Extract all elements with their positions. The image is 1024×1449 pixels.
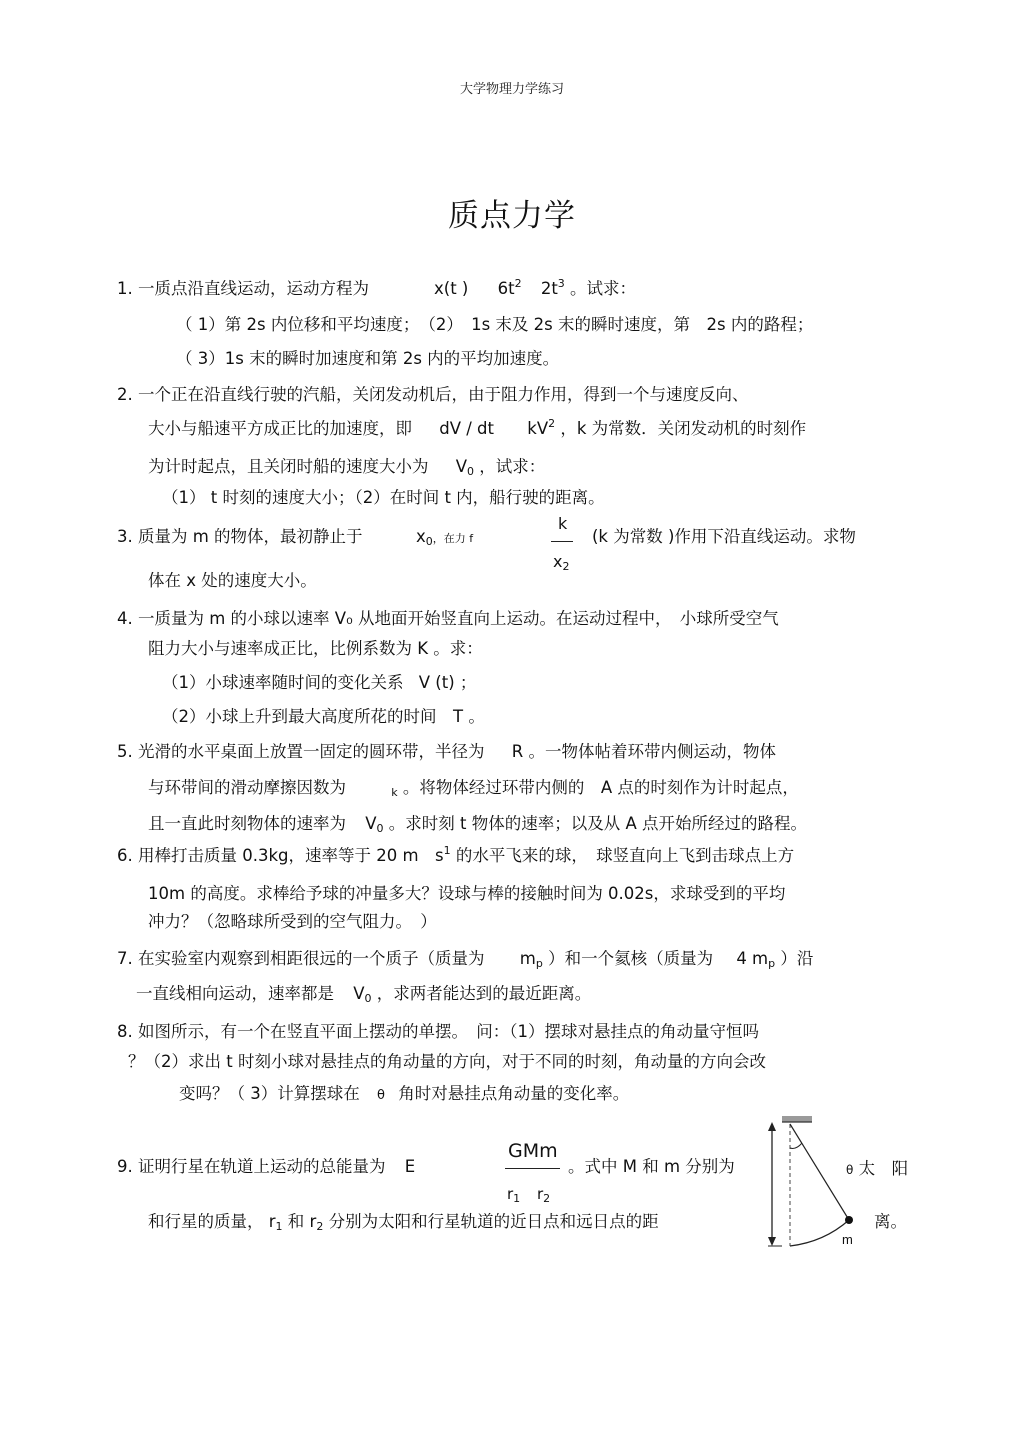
problem-8-line-3: 变吗？（ 3）计算摆球在 θ 角时对悬挂点角动量的变化率。 bbox=[179, 1084, 630, 1103]
pendulum-figure bbox=[762, 1112, 862, 1252]
problem-5-line-1: 5. 光滑的水平桌面上放置一固定的圆环带，半径为 R 。一物体帖着环带内侧运动，物体 bbox=[117, 742, 776, 761]
problem-9-line-2e: 离。 bbox=[874, 1212, 907, 1231]
problem-5-line-3: 且一直此时刻物体的速率为 $V_0$ 。求时刻 t 物体的速率；以及从 A 点开始所经过的路程。 bbox=[148, 814, 808, 835]
problem-3-x0: $x_0$，在力 f bbox=[416, 527, 474, 548]
problem-1-line-3: （ 3）1s 末的瞬时加速度和第 2s 内的平均加速度。 bbox=[176, 349, 560, 368]
problem-6-line-2: 10m 的高度。求棒给予球的冲量多大？设球与棒的接触时间为 0.02s，求球受到的平均 bbox=[148, 884, 786, 903]
page-header: 大学物理力学练习 bbox=[459, 82, 564, 97]
problem-3-frac-numerator: k bbox=[558, 514, 568, 533]
problem-3-line-2: 体在 x 处的速度大小。 bbox=[148, 571, 317, 590]
problem-9-frac-denominator: $r_1$ $r_2$ bbox=[507, 1185, 551, 1205]
theta-angle-arc bbox=[790, 1143, 802, 1148]
ceiling-mount bbox=[782, 1116, 812, 1122]
problem-1-equation: x(t ) $6t^2$ $2t^3$ 。试求： bbox=[434, 277, 637, 298]
problem-6-line-3: 冲力？（忽略球所受到的空气阻力。 ） bbox=[148, 912, 437, 931]
problem-9-line-2: 和行星的质量， $r_1$ 和 $r_2$ 分别为太阳和行星轨道的近日点和远日点的距 bbox=[148, 1212, 659, 1233]
problem-2-line-2: 大小与船速平方成正比的加速度，即 dV / dt $kV^2$ ，k 为常数．关闭发动机的时刻作 bbox=[148, 417, 807, 438]
problem-9-frac-bar bbox=[505, 1168, 560, 1169]
page-title: 质点力学 bbox=[448, 198, 576, 234]
problem-6-line-1: 6. 用棒打击质量 0.3kg，速率等于 20 m $s^1$ 的水平飞来的球， 球竖直向上飞到击球点上方 bbox=[117, 844, 795, 865]
mass-label: m bbox=[842, 1232, 853, 1247]
arrow-down-icon bbox=[768, 1237, 776, 1246]
problem-9-line-1c: 。式中 M 和 m 分别为 bbox=[568, 1157, 735, 1176]
problem-1-line-2: （ 1）第 2s 内位移和平均速度； （2） 1s 末及 2s 末的瞬时速度，第 2s 内的路程； bbox=[176, 315, 814, 334]
problem-4-line-1: 4. 一质量为 m 的小球以速率 V₀ 从地面开始竖直向上运动。在运动过程中， 小球所受空气 bbox=[117, 609, 779, 628]
problem-8-line-2: ？（2）求出 t 时刻小球对悬挂点的角动量的方向，对于不同的时刻，角动量的方向会改 bbox=[128, 1052, 766, 1071]
arrow-up-icon bbox=[768, 1122, 776, 1131]
problem-2-line-3: 为计时起点，且关闭时船的速度大小为 $V_0$ ，试求： bbox=[148, 457, 546, 478]
pendulum-string bbox=[790, 1124, 849, 1220]
problem-4-line-3: （1）小球速率随时间的变化关系 V (t) ； bbox=[162, 673, 477, 692]
swing-arc bbox=[790, 1220, 849, 1246]
problem-4-line-2: 阻力大小与速率成正比，比例系数为 K 。求： bbox=[148, 639, 483, 658]
problem-9-frac-numerator: GMm bbox=[508, 1140, 558, 1162]
problem-3-frac-bar bbox=[551, 541, 573, 542]
pendulum-bob bbox=[845, 1216, 853, 1224]
problem-1-line-1: 1. 一质点沿直线运动，运动方程为 bbox=[117, 279, 369, 298]
problem-3-line-1a: 3. 质量为 m 的物体，最初静止于 bbox=[117, 527, 363, 546]
problem-5-line-2: 与环带间的滑动摩擦因数为 $_k$ 。将物体经过环带内侧的 A 点的时刻作为计时起点， bbox=[148, 778, 799, 799]
problem-2-line-4: （1） t 时刻的速度大小；（2）在时间 t 内，船行驶的距离。 bbox=[162, 488, 605, 507]
problem-9-line-1a: 9. 证明行星在轨道上运动的总能量为 E bbox=[117, 1157, 416, 1176]
problem-9-line-1d: θ 太 阳 bbox=[846, 1159, 909, 1178]
problem-2-line-1: 2. 一个正在沿直线行驶的汽船，关闭发动机后，由于阻力作用，得到一个与速度反向、 bbox=[117, 385, 749, 404]
problem-4-line-4: （2）小球上升到最大高度所花的时间 T 。 bbox=[162, 707, 485, 726]
problem-3-frac-denominator: $x_2$ bbox=[553, 552, 570, 573]
problem-3-line-1d: (k 为常数 )作用下沿直线运动。求物 bbox=[592, 527, 856, 546]
problem-7-line-2: 一直线相向运动，速率都是 $V_0$ ，求两者能达到的最近距离。 bbox=[136, 984, 592, 1005]
problem-7-line-1: 7. 在实验室内观察到相距很远的一个质子（质量为 $m_p$ ）和一个氦核（质量为 4 $m_p$ ）沿 bbox=[117, 949, 814, 970]
problem-8-line-1: 8. 如图所示，有一个在竖直平面上摆动的单摆。 问：（1）摆球对悬挂点的角动量守恒吗 bbox=[117, 1022, 759, 1041]
